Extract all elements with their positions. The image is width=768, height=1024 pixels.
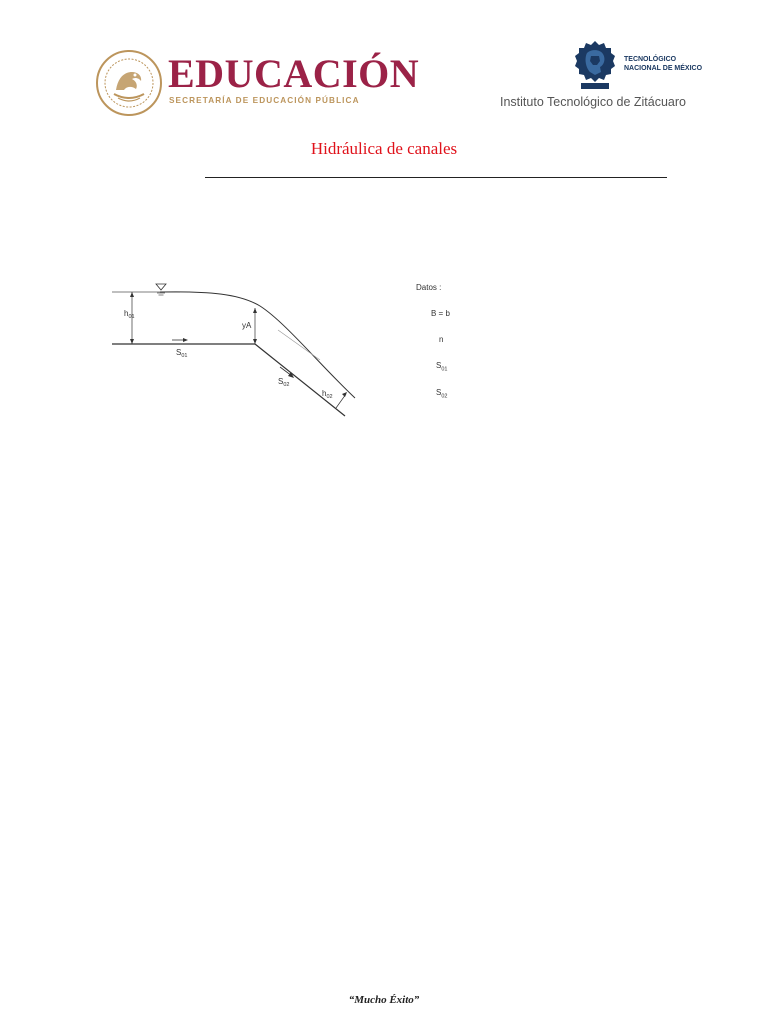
sep-seal-logo xyxy=(94,48,164,118)
h01-label: $h_{01}$ xyxy=(124,309,135,320)
tecnm-name xyxy=(624,55,702,73)
water-surface-curve xyxy=(160,292,355,398)
tecnm-name-line2: NACIONAL DE MÉXICO xyxy=(624,65,703,72)
sep-title: EDUCACIÓN xyxy=(168,51,420,96)
dato-item-s02: $S_{02}$ xyxy=(436,388,448,400)
s02-label: $S_{02}$ xyxy=(278,377,290,388)
dato-item-manning: n xyxy=(439,335,444,344)
document-title: Hidráulica de canales xyxy=(310,139,458,158)
sep-subtitle: SECRETARÍA DE EDUCACIÓN PÚBLICA xyxy=(169,96,360,105)
dato-item-width: B = b xyxy=(431,309,450,318)
footer-motto: “Mucho Éxito” xyxy=(348,994,420,1006)
tecnm-campus-name: Instituto Tecnológico de Zitácuaro xyxy=(500,95,686,109)
datos-heading: Datos : xyxy=(416,283,442,292)
s01-label: $S_{01}$ xyxy=(176,348,188,359)
channel-profile-diagram xyxy=(100,270,380,430)
sloped-bed-line xyxy=(255,344,345,416)
h02-label: $h_{02}$ xyxy=(322,389,333,400)
water-level-icon xyxy=(156,284,166,290)
dato-item-s01: $S_{01}$ xyxy=(436,361,448,373)
tecnm-name-line1: TECNOLÓGICO xyxy=(624,56,677,63)
title-divider xyxy=(205,177,667,178)
tecnm-emblem-logo xyxy=(573,39,617,91)
ya-label: yA xyxy=(242,321,252,330)
tangent-line xyxy=(278,330,320,360)
